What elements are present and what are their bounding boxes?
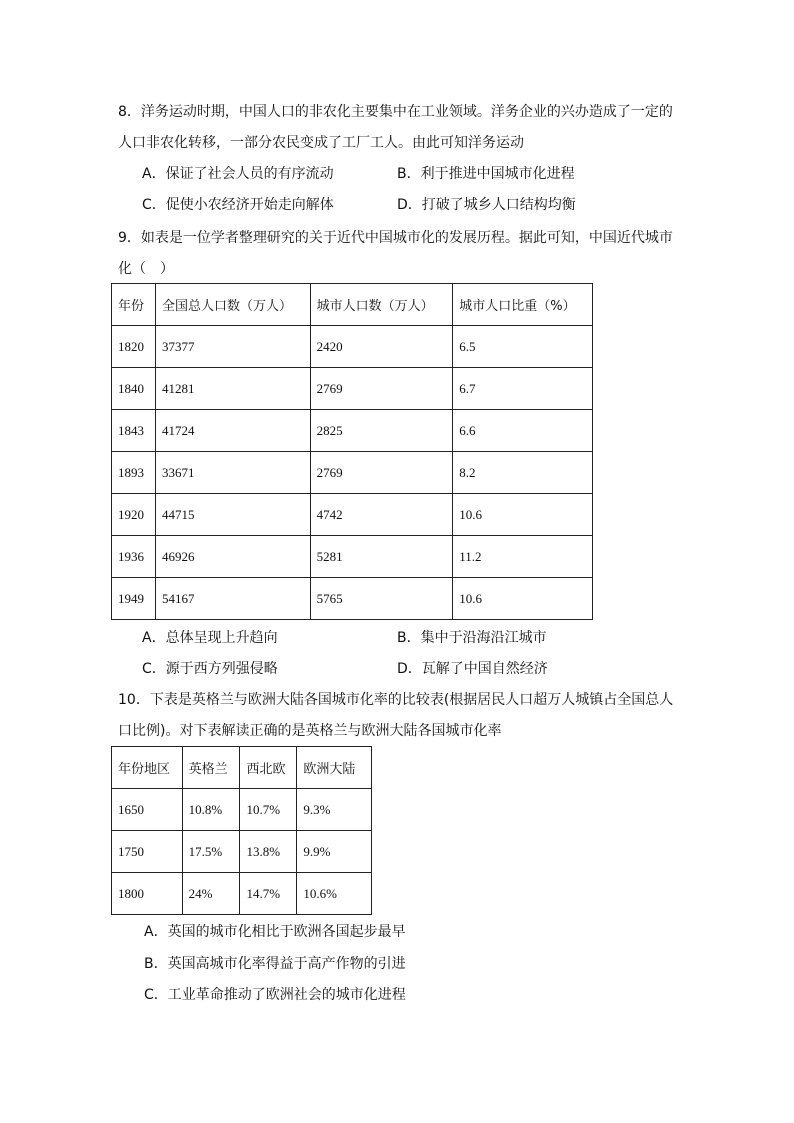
table-cell: 41724 (155, 410, 310, 452)
table-cell: 54167 (155, 578, 310, 620)
table-cell: 1893 (112, 452, 156, 494)
table-row (112, 368, 593, 410)
table-header-row (112, 284, 593, 326)
table-header-cell: 城市人口数（万人） (310, 284, 453, 326)
q9-option-d: D．瓦解了中国自然经济 (397, 661, 548, 677)
table-header-cell: 城市人口比重（%） (453, 284, 593, 326)
table-header-cell: 年份地区 (112, 747, 183, 789)
q9-option-a: A．总体呈现上升趋向 (142, 630, 278, 646)
table-cell: 1920 (112, 494, 156, 536)
q9-option-c: C．源于西方列强侵略 (142, 661, 278, 677)
table-row (112, 494, 593, 536)
q8-stem-line2: 人口非农化转移，一部分农民变成了工厂工人。由此可知洋务运动 (118, 135, 524, 151)
table-header-cell: 西北欧 (240, 747, 297, 789)
table-cell: 10.7% (240, 789, 297, 831)
table-cell: 1843 (112, 410, 156, 452)
table-row (112, 410, 593, 452)
table-cell: 5765 (310, 578, 453, 620)
table-header-cell: 年份 (112, 284, 156, 326)
table-row (112, 831, 372, 873)
table-row (112, 536, 593, 578)
table-cell: 46926 (155, 536, 310, 578)
table-cell: 8.2 (453, 452, 593, 494)
q8-option-c: C．促使小农经济开始走向解体 (142, 197, 334, 213)
urbanization-china-table (111, 283, 593, 620)
table-cell: 5281 (310, 536, 453, 578)
q8-option-a: A．保证了社会人员的有序流动 (142, 166, 334, 182)
table-cell: 10.8% (182, 789, 240, 831)
q9-stem-line2: 化（ ） (118, 261, 174, 277)
table-cell: 2769 (310, 452, 453, 494)
q9-option-b: B．集中于沿海沿江城市 (397, 630, 547, 646)
table-cell: 37377 (155, 326, 310, 368)
q8-option-d: D．打破了城乡人口结构均衡 (397, 197, 576, 213)
table-cell: 9.3% (297, 789, 372, 831)
table-cell: 1750 (112, 831, 183, 873)
table-cell: 2420 (310, 326, 453, 368)
table-cell: 10.6 (453, 578, 593, 620)
table-row (112, 326, 593, 368)
urbanization-europe-table (111, 746, 372, 915)
table-cell: 1840 (112, 368, 156, 410)
table-cell: 11.2 (453, 536, 593, 578)
table-cell: 44715 (155, 494, 310, 536)
q10-option-a: A．英国的城市化相比于欧洲各国起步最早 (144, 924, 406, 940)
table-cell: 2769 (310, 368, 453, 410)
table-cell: 24% (182, 873, 240, 915)
q8-stem-line1: 8．洋务运动时期，中国人口的非农化主要集中在工业领域。洋务企业的兴办造成了一定的 (118, 104, 673, 120)
table-cell: 1949 (112, 578, 156, 620)
table-header-cell: 全国总人口数（万人） (155, 284, 310, 326)
table-row (112, 578, 593, 620)
table-row (112, 873, 372, 915)
table-cell: 2825 (310, 410, 453, 452)
table-cell: 6.5 (453, 326, 593, 368)
q8-option-b: B．利于推进中国城市化进程 (397, 166, 575, 182)
table-cell: 1936 (112, 536, 156, 578)
table-cell: 41281 (155, 368, 310, 410)
table-row (112, 452, 593, 494)
table-header-cell: 欧洲大陆 (297, 747, 372, 789)
q10-option-b: B．英国高城市化率得益于高产作物的引进 (144, 956, 406, 972)
q10-stem-line2: 口比例)。对下表解读正确的是英格兰与欧洲大陆各国城市化率 (118, 723, 502, 739)
table-cell: 1650 (112, 789, 183, 831)
table-cell: 10.6 (453, 494, 593, 536)
table-cell: 33671 (155, 452, 310, 494)
q9-stem-line1: 9．如表是一位学者整理研究的关于近代中国城市化的发展历程。据此可知，中国近代城市 (118, 230, 673, 246)
table-cell: 4742 (310, 494, 453, 536)
q10-stem-line1: 10．下表是英格兰与欧洲大陆各国城市化率的比较表(根据居民人口超万人城镇占全国总人 (118, 692, 674, 708)
table-cell: 14.7% (240, 873, 297, 915)
table-cell: 6.7 (453, 368, 593, 410)
table-cell: 6.6 (453, 410, 593, 452)
table-cell: 9.9% (297, 831, 372, 873)
table-cell: 1820 (112, 326, 156, 368)
table-header-row (112, 747, 372, 789)
table-cell: 17.5% (182, 831, 240, 873)
table-row (112, 789, 372, 831)
table-header-cell: 英格兰 (182, 747, 240, 789)
table-cell: 10.6% (297, 873, 372, 915)
q10-option-c: C．工业革命推动了欧洲社会的城市化进程 (144, 987, 406, 1003)
table-cell: 13.8% (240, 831, 297, 873)
table-cell: 1800 (112, 873, 183, 915)
